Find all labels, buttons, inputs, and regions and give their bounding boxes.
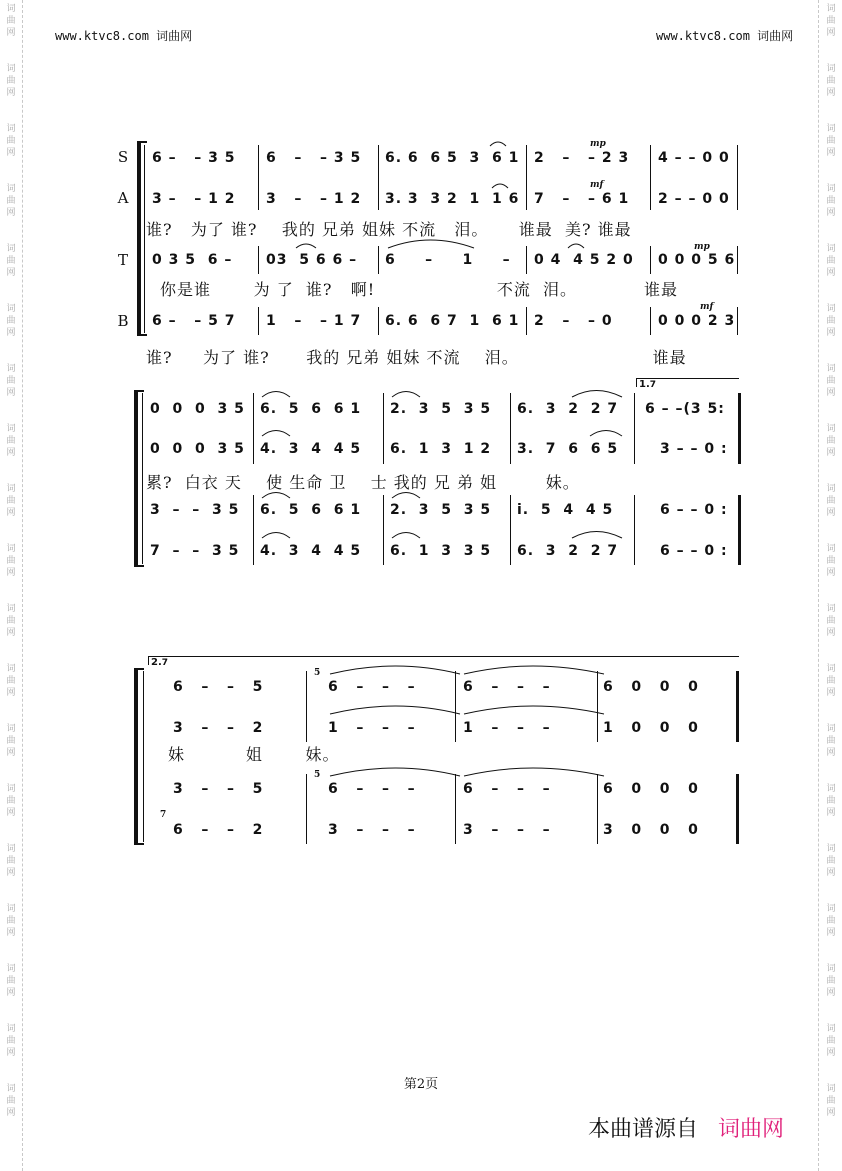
lyric-line: 妹 姐 妹。	[168, 745, 340, 764]
slur	[262, 493, 290, 499]
watermark-glyph: 网	[826, 88, 836, 98]
watermark-glyph: 曲	[826, 376, 836, 386]
measure: 6. 6 6 7 1 6 1	[385, 313, 520, 329]
watermark-glyph: 曲	[6, 1036, 16, 1046]
measure: 6 – – –	[328, 679, 416, 695]
watermark-glyph: 词	[6, 64, 16, 74]
watermark-glyph: 曲	[826, 856, 836, 866]
measure: 6 0 0 0	[603, 679, 699, 695]
watermark-glyph: 曲	[826, 196, 836, 206]
dynamic-mark: mp	[590, 139, 606, 149]
watermark-glyph: 词	[6, 964, 16, 974]
watermark-glyph: 网	[826, 808, 836, 818]
measure: 3 – – 1 2	[152, 191, 236, 207]
watermark-glyph: 词	[6, 184, 16, 194]
watermark-glyph: 词	[826, 304, 836, 314]
measure: 6 0 0 0	[603, 781, 699, 797]
tie	[330, 666, 460, 674]
source-site-link[interactable]: 词曲网	[718, 1117, 785, 1142]
watermark-glyph: 网	[826, 568, 836, 578]
measure: 3 – – 0 :	[660, 441, 728, 457]
slur	[392, 533, 420, 539]
watermark-glyph: 词	[826, 904, 836, 914]
measure: 0 0 0 2 3	[658, 313, 736, 329]
watermark-glyph: 词	[6, 304, 16, 314]
measure: 1 – – 1 7	[266, 313, 362, 329]
measure: 1 0 0 0	[603, 720, 699, 736]
watermark-glyph: 词	[826, 784, 836, 794]
watermark-glyph: 曲	[826, 976, 836, 986]
watermark-glyph: 网	[826, 988, 836, 998]
measure: 6 – 1 –	[385, 252, 511, 268]
slur	[568, 244, 584, 248]
watermark-glyph: 曲	[826, 736, 836, 746]
measure: 1 – – –	[328, 720, 416, 736]
measure: 6. 1 3 1 2	[390, 441, 492, 457]
voice-label-tenor: T	[117, 251, 128, 269]
watermark-glyph: 网	[6, 808, 16, 818]
slur	[392, 392, 420, 398]
watermark-glyph: 曲	[6, 1096, 16, 1106]
watermark-glyph: 网	[826, 328, 836, 338]
watermark-glyph: 词	[826, 604, 836, 614]
source-credit	[588, 1112, 784, 1143]
measure: 6 – – 5 7	[152, 313, 236, 329]
watermark-glyph: 网	[6, 748, 16, 758]
watermark-glyph: 曲	[826, 16, 836, 26]
watermark-glyph: 网	[826, 1048, 836, 1058]
watermark-glyph: 曲	[6, 556, 16, 566]
watermark-glyph: 词	[826, 724, 836, 734]
watermark-glyph: 曲	[6, 316, 16, 326]
measure: 3. 7 6 6 5	[517, 441, 619, 457]
grace-note: 5	[314, 770, 321, 780]
watermark-glyph: 网	[6, 988, 16, 998]
measure: 0 3 5 6 –	[152, 252, 233, 268]
lyric-line: 谁? 为了 谁? 我的 兄弟 姐妹 不流 泪。 谁最 美? 谁最	[146, 220, 632, 239]
watermark-glyph: 词	[6, 1024, 16, 1034]
measure: 2. 3 5 3 5	[390, 502, 492, 518]
watermark-glyph: 词	[6, 604, 16, 614]
measure: 4. 3 4 4 5	[260, 543, 362, 559]
measure: 6 – – 0 :	[660, 502, 728, 518]
watermark-glyph: 网	[6, 88, 16, 98]
measure: 2 – – 2 3	[534, 150, 630, 166]
watermark-glyph: 词	[6, 724, 16, 734]
measure: 4 – – 0 0	[658, 150, 730, 166]
watermark-glyph: 词	[6, 664, 16, 674]
dynamic-mark: mf	[700, 302, 714, 312]
watermark-glyph: 曲	[826, 256, 836, 266]
header-url-right: www.ktvc8.com 词曲网	[656, 29, 794, 43]
slur	[388, 240, 474, 248]
measure: 6 – – –	[463, 781, 551, 797]
voice-label-alto: A	[117, 189, 129, 207]
measure: 6 – –(3 5:	[645, 401, 725, 417]
measure: 0 4 4 5 2 0	[534, 252, 634, 268]
watermark-glyph: 曲	[6, 796, 16, 806]
watermark-glyph: 网	[6, 688, 16, 698]
watermark-glyph: 词	[6, 124, 16, 134]
measure: 4. 3 4 4 5	[260, 441, 362, 457]
watermark-glyph: 曲	[826, 436, 836, 446]
tie	[330, 768, 460, 776]
watermark-glyph: 曲	[826, 316, 836, 326]
watermark-glyph: 网	[826, 628, 836, 638]
lyric-line: 你是谁 为 了 谁? 啊! 不流 泪。 谁最	[160, 280, 678, 299]
measure: 6. 5 6 6 1	[260, 502, 362, 518]
measure: 6. 6 6 5 3 6 1	[385, 150, 520, 166]
watermark-glyph: 网	[826, 928, 836, 938]
measure: 03 5 6 6 –	[266, 252, 358, 268]
measure: 6 – – 0 :	[660, 543, 728, 559]
watermark-glyph: 网	[6, 448, 16, 458]
watermark-glyph: 曲	[826, 676, 836, 686]
watermark-glyph: 曲	[6, 16, 16, 26]
watermark-glyph: 网	[6, 1048, 16, 1058]
watermark-glyph: 网	[826, 448, 836, 458]
slur	[262, 431, 290, 437]
watermark-glyph: 曲	[826, 1036, 836, 1046]
measure: 6 – – 2	[173, 822, 264, 838]
lyric-line: 累? 白衣 天 使 生命 卫 士 我的 兄 弟 姐 妹。	[146, 473, 580, 492]
measure: 3 0 0 0	[603, 822, 699, 838]
watermark-glyph: 词	[826, 1024, 836, 1034]
grace-note: 7	[160, 810, 167, 820]
watermark-glyph: 网	[826, 388, 836, 398]
watermark-glyph: 网	[6, 508, 16, 518]
watermark-glyph: 词	[826, 364, 836, 374]
watermark-glyph: 词	[826, 544, 836, 554]
dynamic-mark: mf	[590, 180, 604, 190]
measure: 3 – – 5	[173, 781, 264, 797]
watermark-glyph: 词	[6, 544, 16, 554]
watermark-glyph: 网	[826, 748, 836, 758]
watermark-glyph: 网	[826, 688, 836, 698]
tie	[464, 768, 604, 776]
voice-label-soprano: S	[117, 148, 129, 166]
watermark-glyph: 网	[6, 268, 16, 278]
watermark-glyph: 词	[6, 364, 16, 374]
watermark-glyph: 曲	[6, 436, 16, 446]
watermark-glyph: 词	[6, 4, 16, 14]
watermark-glyph: 词	[826, 64, 836, 74]
dynamic-mark: mp	[694, 242, 710, 252]
measure: 3 – – –	[328, 822, 416, 838]
slur	[262, 533, 290, 539]
watermark-glyph: 网	[826, 148, 836, 158]
lyric-line: 谁? 为了 谁? 我的 兄弟 姐妹 不流 泪。 谁最	[146, 348, 687, 367]
watermark-glyph: 词	[826, 244, 836, 254]
watermark-glyph: 网	[6, 628, 16, 638]
watermark-glyph: 词	[6, 1084, 16, 1094]
watermark-glyph: 词	[826, 844, 836, 854]
header-url-left: www.ktvc8.com 词曲网	[55, 29, 193, 43]
watermark-glyph: 网	[826, 268, 836, 278]
watermark-glyph: 词	[6, 424, 16, 434]
measure: 6 – – –	[328, 781, 416, 797]
volta-bracket: 1.7	[636, 378, 739, 387]
watermark-glyph: 网	[6, 28, 16, 38]
tie	[464, 666, 604, 674]
slur	[262, 392, 290, 398]
watermark-glyph: 曲	[6, 136, 16, 146]
watermark-glyph: 曲	[826, 916, 836, 926]
measure: 0 0 0 5 6	[658, 252, 736, 268]
measure: 3 – – 1 2	[266, 191, 362, 207]
watermark-glyph: 曲	[6, 256, 16, 266]
measure: 6. 5 6 6 1	[260, 401, 362, 417]
watermark-glyph: 词	[6, 244, 16, 254]
watermark-glyph: 网	[6, 148, 16, 158]
watermark-glyph: 曲	[826, 136, 836, 146]
measure: 6 – – 3 5	[266, 150, 362, 166]
tie	[330, 706, 460, 714]
watermark-glyph: 词	[6, 904, 16, 914]
watermark-glyph: 曲	[6, 196, 16, 206]
measure: 3 – – 2	[173, 720, 264, 736]
watermark-glyph: 曲	[826, 76, 836, 86]
watermark-glyph: 曲	[6, 376, 16, 386]
measure: 0 0 0 3 5	[150, 401, 245, 417]
watermark-glyph: 曲	[826, 796, 836, 806]
slur	[590, 431, 622, 437]
voice-label-bass: B	[117, 312, 129, 330]
watermark-glyph: 曲	[826, 1096, 836, 1106]
watermark-glyph: 网	[826, 1108, 836, 1118]
watermark-glyph: 网	[826, 508, 836, 518]
measure: 2 – – 0 0	[658, 191, 730, 207]
watermark-glyph: 网	[826, 868, 836, 878]
watermark-glyph: 词	[826, 964, 836, 974]
watermark-glyph: 词	[826, 124, 836, 134]
watermark-glyph: 曲	[6, 916, 16, 926]
watermark-glyph: 曲	[6, 616, 16, 626]
measure: i. 5 4 4 5	[517, 502, 614, 518]
watermark-glyph: 曲	[826, 556, 836, 566]
watermark-glyph: 网	[6, 208, 16, 218]
watermark-glyph: 词	[826, 664, 836, 674]
watermark-glyph: 曲	[6, 76, 16, 86]
watermark-glyph: 网	[6, 388, 16, 398]
watermark-glyph: 词	[826, 1084, 836, 1094]
measure: 1 – – –	[463, 720, 551, 736]
measure: 6 – – 3 5	[152, 150, 236, 166]
measure: 2 – – 0	[534, 313, 613, 329]
watermark-glyph: 曲	[6, 496, 16, 506]
watermark-glyph: 词	[826, 484, 836, 494]
measure: 3 – – –	[463, 822, 551, 838]
watermark-glyph: 网	[6, 328, 16, 338]
slur	[296, 244, 316, 248]
measure: 3 – – 3 5	[150, 502, 240, 518]
watermark-glyph: 曲	[826, 616, 836, 626]
measure: 7 – – 6 1	[534, 191, 630, 207]
watermark-glyph: 曲	[826, 496, 836, 506]
measure: 7 – – 3 5	[150, 543, 240, 559]
source-prefix: 本曲谱源自	[588, 1117, 699, 1142]
volta-bracket: 2.7	[148, 656, 739, 665]
watermark-glyph: 词	[6, 844, 16, 854]
measure: 3. 3 3 2 1 1 6	[385, 191, 520, 207]
watermark-glyph: 网	[6, 1108, 16, 1118]
page-number: 第2页	[403, 1077, 439, 1092]
slur	[572, 532, 622, 539]
measure: 6. 3 2 2 7	[517, 401, 619, 417]
watermark-glyph: 词	[826, 184, 836, 194]
watermark-glyph: 词	[826, 424, 836, 434]
slur	[492, 184, 508, 188]
measure: 0 0 0 3 5	[150, 441, 245, 457]
watermark-glyph: 网	[6, 868, 16, 878]
watermark-glyph: 词	[6, 484, 16, 494]
watermark-glyph: 网	[826, 28, 836, 38]
measure: 6 – – –	[463, 679, 551, 695]
grace-note: 5	[314, 668, 321, 678]
slur	[490, 142, 506, 146]
watermark-glyph: 网	[826, 208, 836, 218]
measure: 6. 1 3 3 5	[390, 543, 492, 559]
measure: 6 – – 5	[173, 679, 264, 695]
tie	[464, 706, 604, 714]
measure: 2. 3 5 3 5	[390, 401, 492, 417]
measure: 6. 3 2 2 7	[517, 543, 619, 559]
watermark-glyph: 曲	[6, 676, 16, 686]
watermark-glyph: 曲	[6, 856, 16, 866]
watermark-glyph: 曲	[6, 976, 16, 986]
slur	[392, 493, 420, 499]
watermark-glyph: 网	[6, 928, 16, 938]
watermark-glyph: 词	[6, 784, 16, 794]
watermark-glyph: 词	[826, 4, 836, 14]
watermark-glyph: 曲	[6, 736, 16, 746]
watermark-glyph: 网	[6, 568, 16, 578]
slur	[572, 391, 622, 398]
